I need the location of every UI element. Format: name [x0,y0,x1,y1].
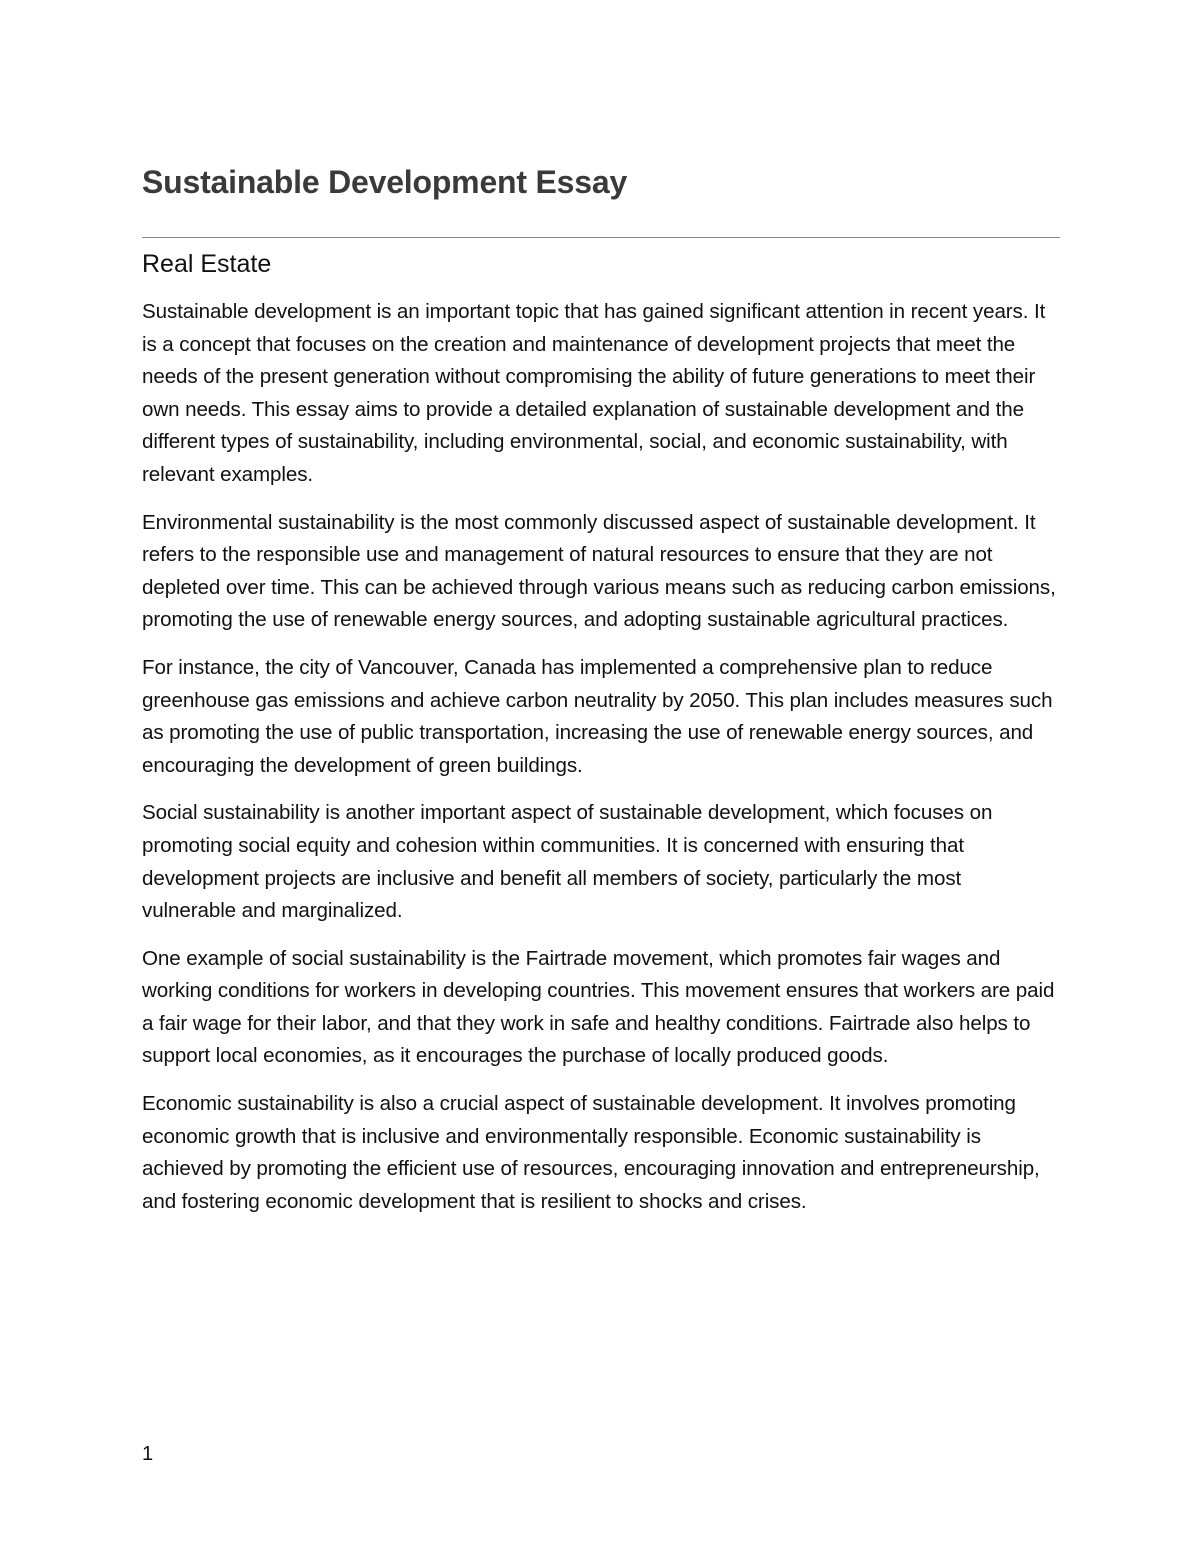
page-content [142,160,1060,1218]
paragraph-social: Social sustainability is another important aspect of sustainable development, which focuses on promoting social equity and cohesion within communities. It is concerned with ensuring that development projects are inclusive and benefit all members of society, particularly the most vulnerable and marginalized. [142,801,993,923]
paragraph-environmental: Environmental sustainability is the most commonly discussed aspect of sustainable development. It refers to the responsible use and management of natural resources to ensure that they are not depleted over time. This can be achieved through various means such as reducing carbon emissions, promoting the use of renewable energy sources, and adopting sustainable agricultural practices. [142,510,1056,632]
paragraph-fairtrade-example: One example of social sustainability is the Fairtrade movement, which promotes fair wages and working conditions for workers in developing countries. This movement ensures that workers are paid a fair wage for their labor, and that they work in safe and healthy conditions. Fairtrade also helps to support local economies, as it encourages the purchase of locally produced goods. [142,946,1055,1068]
paragraph-vancouver-example: For instance, the city of Vancouver, Canada has implemented a comprehensive plan to reduce greenhouse gas emissions and achieve carbon neutrality by 2050. This plan includes measures such as promoting the use of public transportation, increasing the use of renewable energy sources, and encouraging the development of green buildings. [142,655,1053,777]
paragraph-economic: Economic sustainability is also a crucial aspect of sustainable development. It involves promoting economic growth that is inclusive and environmentally responsible. Economic sustainability is achieved by promoting the efficient use of resources, encouraging innovation and entrepreneurship, and fostering economic development that is resilient to shocks and crises. [142,1092,1040,1213]
page-number: 1 [142,1443,154,1465]
title-divider [142,237,1060,238]
document-title: Sustainable Development Essay [142,164,628,200]
paragraph-intro: Sustainable development is an important topic that has gained significant attention in recent years. It is a concept that focuses on the creation and maintenance of development projects that meet the needs of the present generation without compromising the ability of future generations to meet their own needs. This essay aims to provide a detailed explanation of sustainable development and the different types of sustainability, including environmental, social, and economic sustainability, with relevant examples. [142,300,1046,486]
section-heading: Real Estate [142,250,272,278]
